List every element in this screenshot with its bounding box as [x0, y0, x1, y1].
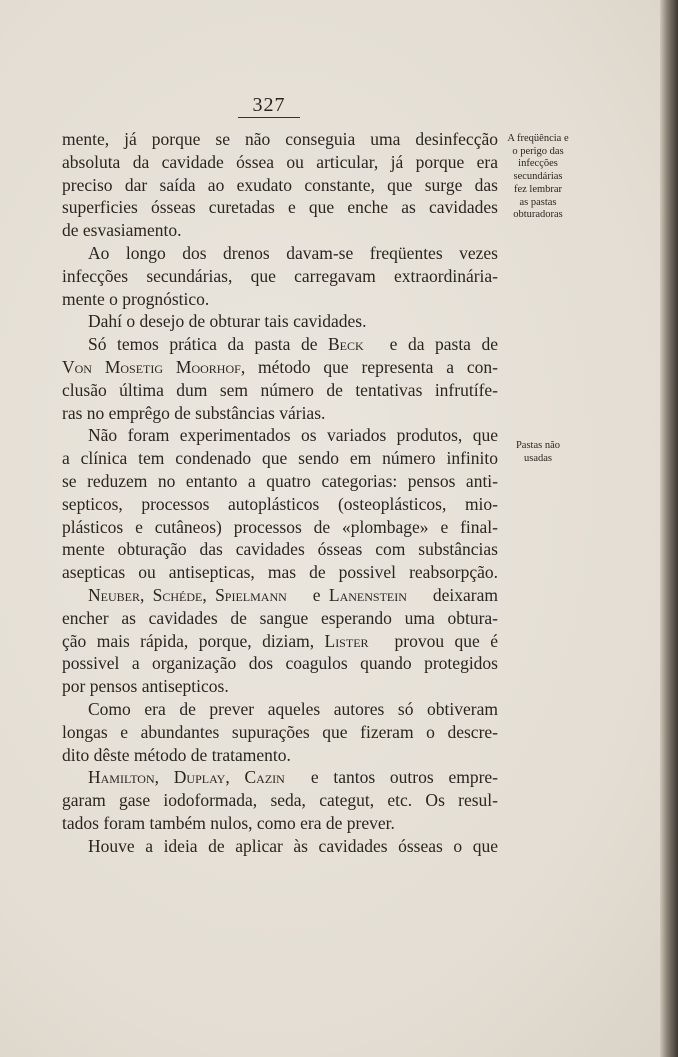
text-segment: Ao longo dos drenos davam-se freqüentes vezes: [88, 242, 498, 263]
text-segment: encher as cavidades de sangue esperando uma obtura-: [62, 607, 498, 628]
text-line: [62, 721, 498, 744]
text-segment: infecções secundárias, que carregavam extraordinária-: [62, 265, 498, 286]
text-segment: ,: [225, 767, 245, 788]
text-line: [62, 151, 498, 174]
margin-note-infections: [496, 133, 580, 222]
text-line: [62, 333, 498, 356]
text-line: [62, 516, 498, 539]
text-line: [62, 447, 498, 470]
book-binding-edge: [660, 0, 678, 1057]
text-segment: Só temos prática da pasta de: [88, 334, 328, 355]
text-line: [62, 744, 498, 767]
text-segment: ras no emprêgo de substâncias várias.: [62, 402, 326, 423]
text-line: [62, 493, 498, 516]
text-segment: plásticos e cutâneos) processos de «plombage» e final-: [62, 516, 498, 537]
author-name: Schéde: [152, 584, 203, 605]
author-name: Spielmann: [215, 584, 287, 605]
text-segment: longas e abundantes supurações que fizeram o descre-: [62, 721, 498, 742]
text-segment: Não foram experimentados os variados produtos, que: [88, 425, 498, 446]
author-name: Duplay: [173, 767, 226, 788]
margin-note-line: usadas: [524, 452, 552, 464]
text-segment: ção mais rápida, porque, diziam,: [62, 630, 325, 651]
text-segment: deixaram: [432, 584, 498, 605]
text-segment: de esvasiamento.: [62, 220, 182, 241]
text-segment: provou que é: [394, 630, 498, 651]
author-name: Hamilton: [88, 767, 155, 788]
author-name: Von Mosetig Moorhof: [62, 356, 241, 377]
text-segment: a clínica tem condenado que sendo em número infinito: [62, 448, 498, 469]
author-name: Lister: [324, 630, 369, 651]
text-segment: ,: [202, 584, 216, 605]
text-segment: e tantos outros empre-: [310, 767, 498, 788]
text-segment: ,: [139, 584, 153, 605]
text-segment: , método que representa a con-: [240, 356, 498, 377]
text-segment: mente, já porque se não conseguia uma desinfecção: [62, 129, 498, 149]
text-segment: Dahí o desejo de obturar tais cavidades.: [88, 311, 367, 332]
text-line: [62, 675, 498, 698]
text-segment: mente o prognóstico.: [62, 288, 210, 309]
text-segment: possivel a organização dos coagulos quando protegidos: [62, 653, 498, 674]
text-line: [62, 607, 498, 630]
text-line: [62, 402, 498, 425]
margin-note-line: secundárias: [513, 171, 563, 183]
text-line: [62, 561, 498, 584]
text-segment: ,: [154, 767, 174, 788]
text-line: [62, 789, 498, 812]
text-line: [62, 424, 498, 447]
text-segment: asepticas ou antisepticas, mas de possivel reabsorpção.: [62, 562, 498, 583]
text-line: [62, 835, 498, 858]
page-number: 327: [238, 94, 300, 118]
margin-note-line: fez lembrar: [513, 183, 563, 195]
text-segment: mente obturação das cavidades ósseas com substâncias: [62, 539, 498, 560]
text-segment: e da pasta de: [389, 334, 498, 355]
text-segment: superficies ósseas curetadas e que enche as cavidades: [62, 197, 498, 218]
margin-note-line: as pastas: [519, 196, 557, 208]
text-line: [62, 470, 498, 493]
text-line: [62, 288, 498, 311]
text-line: [62, 174, 498, 197]
text-line: [62, 698, 498, 721]
margin-note-line: infecções: [518, 158, 558, 170]
text-line: [62, 128, 498, 151]
text-line: [62, 196, 498, 219]
text-line: [62, 379, 498, 402]
text-segment: Como era de prever aqueles autores só obtiveram: [88, 698, 498, 719]
text-segment: [62, 767, 88, 787]
text-segment: clusão última dum sem número de tentativas infrutífe-: [62, 379, 498, 400]
text-segment: Houve a ideia de aplicar às cavidades ósseas o que: [88, 835, 498, 856]
text-line: [62, 812, 498, 835]
author-name: Cazin: [244, 767, 285, 788]
text-line: [62, 310, 498, 333]
text-line: [62, 242, 498, 265]
text-line: [62, 652, 498, 675]
text-segment: preciso dar saída ao exudato constante, que surge das: [62, 174, 498, 195]
author-name: Lanenstein: [328, 584, 407, 605]
text-segment: por pensos antisepticos.: [62, 676, 229, 697]
text-segment: dito dêste método de tratamento.: [62, 744, 291, 765]
margin-note-line: obturadoras: [513, 209, 563, 221]
text-segment: se reduzem no entanto a quatro categorias: pensos anti-: [62, 470, 498, 491]
text-segment: e: [312, 584, 329, 605]
body-text: [62, 128, 498, 858]
text-segment: [62, 585, 88, 605]
text-line: [62, 630, 498, 653]
text-line: [62, 265, 498, 288]
text-segment: tados foram também nulos, como era de prever.: [62, 812, 395, 833]
text-line: [62, 538, 498, 561]
margin-note-line: o perigo das: [512, 145, 564, 157]
text-segment: septicos, processos autoplásticos (osteoplásticos, mio-: [62, 493, 498, 514]
text-segment: garam gase iodoformada, seda, categut, etc. Os resul-: [62, 790, 498, 811]
text-line: [62, 219, 498, 242]
text-segment: absoluta da cavidade óssea ou articular, já porque era: [62, 151, 498, 172]
margin-note-pastes-not-used: [506, 440, 570, 465]
margin-note-line: A freqüência e: [507, 133, 569, 144]
text-line: [62, 766, 498, 789]
margin-note-line: Pastas não: [515, 440, 561, 451]
author-name: Neuber: [88, 584, 140, 605]
text-line: [62, 584, 498, 607]
text-line: [62, 356, 498, 379]
author-name: Beck: [327, 334, 364, 355]
